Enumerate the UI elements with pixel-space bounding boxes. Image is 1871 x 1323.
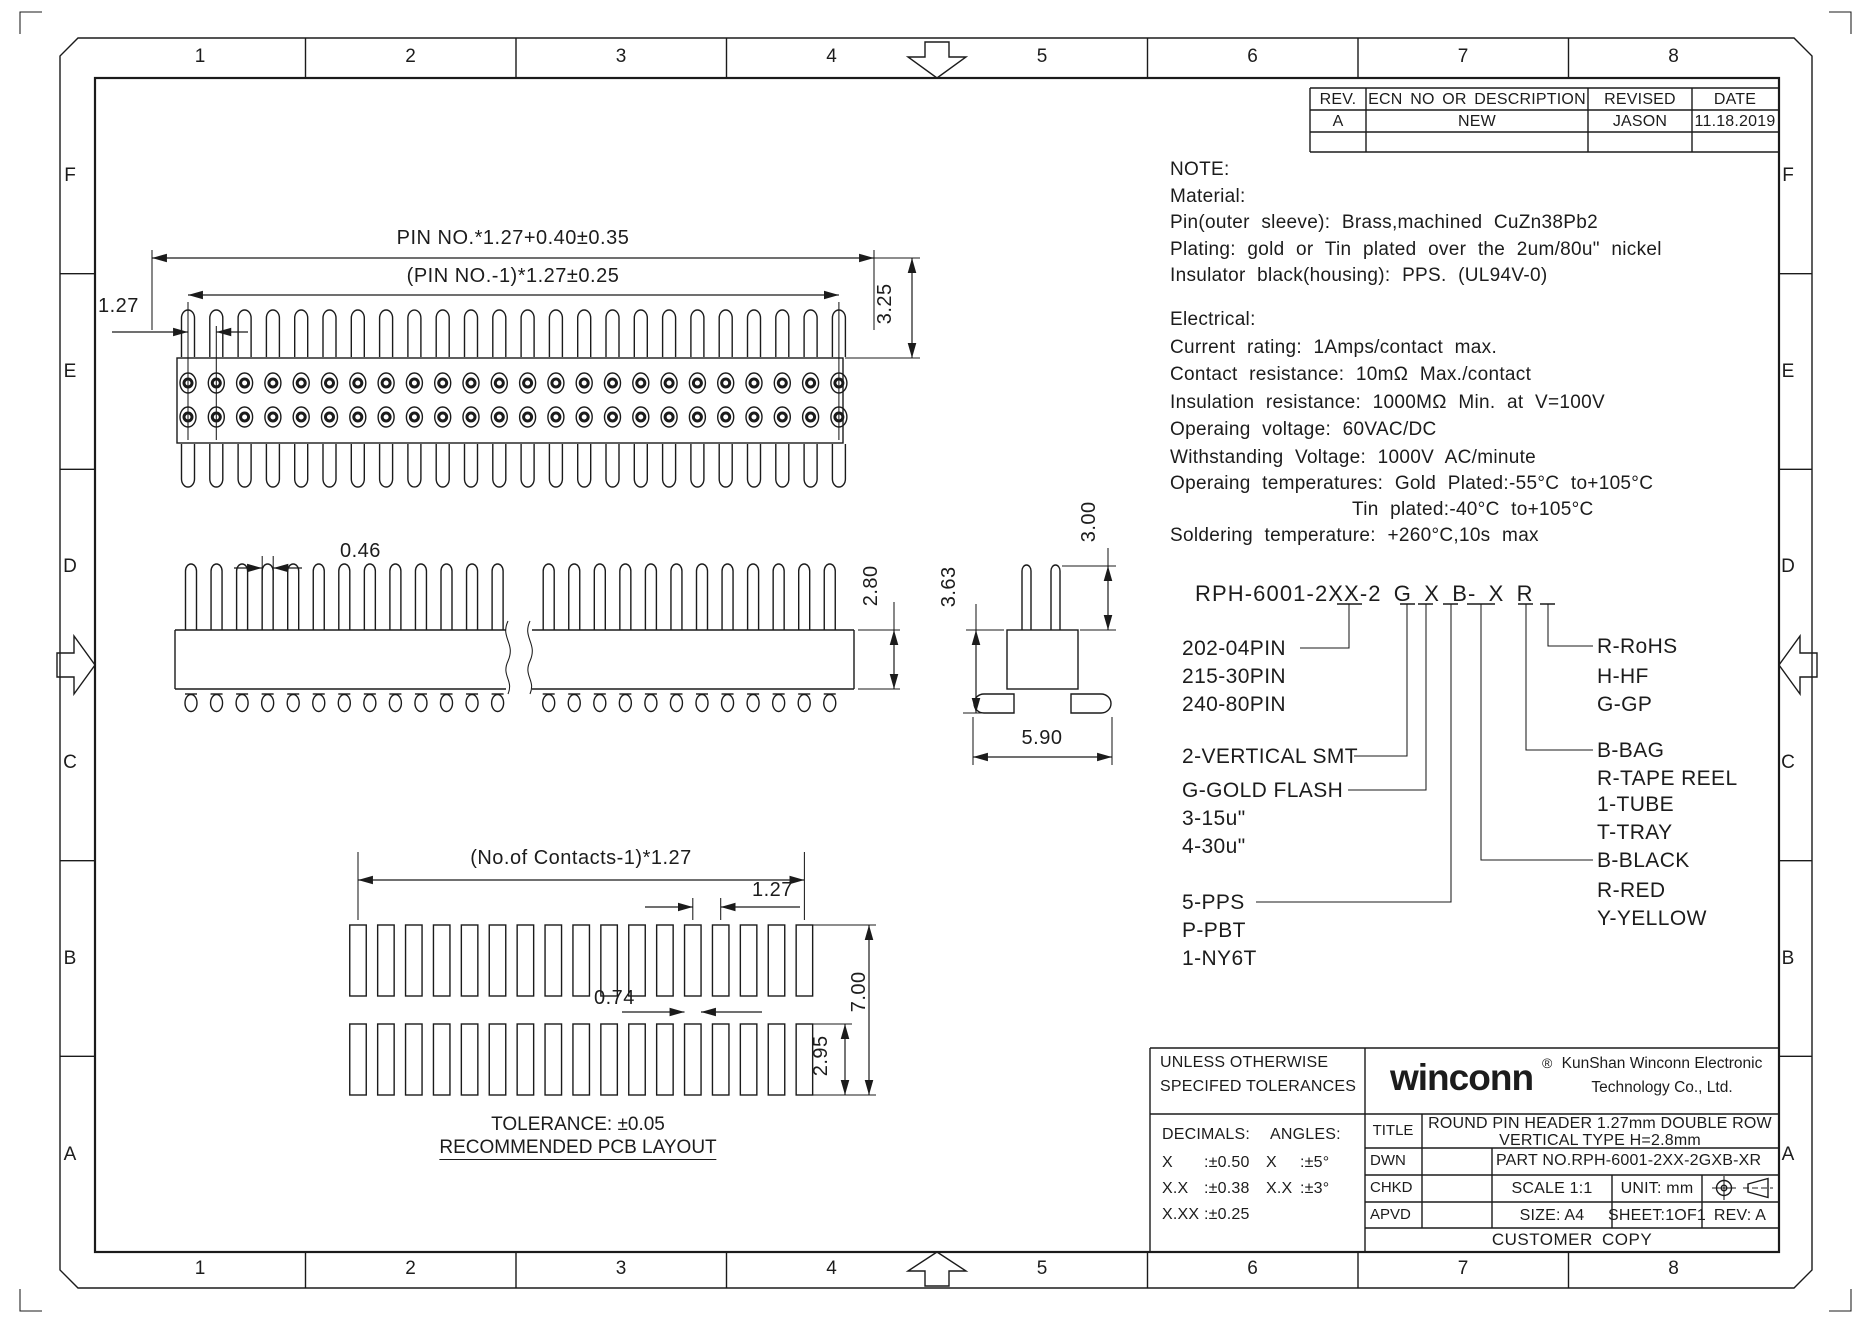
- note-line: Insulator black(housing): PPS. (UL94V-0): [1170, 265, 1548, 286]
- part-option-left: 4-30u": [1182, 835, 1246, 858]
- dim-pin-height: 3.00: [1078, 501, 1101, 543]
- dim-pcb-pitch: 1.27: [752, 879, 793, 901]
- note-line: Plating: gold or Tin plated over the 2um/80u" nickel: [1170, 238, 1662, 260]
- zone-row-label-right: B: [1781, 947, 1795, 969]
- revised-value: JASON: [1612, 113, 1668, 130]
- dim-pad-width: 0.74: [594, 987, 635, 1009]
- zone-column-label-bottom: 5: [1036, 1258, 1048, 1279]
- part-option-left: 5-PPS: [1182, 891, 1245, 914]
- zone-row-label-left: C: [63, 752, 77, 774]
- zone-column-label-top: 1: [194, 46, 206, 67]
- date-value: 11.18.2019: [1694, 113, 1776, 130]
- electrical-line: Contact resistance: 10mΩ Max./contact: [1170, 364, 1532, 385]
- part-option-left: P-PBT: [1182, 919, 1246, 942]
- electrical-line: Insulation resistance: 1000MΩ Min. at V=100V: [1170, 391, 1605, 413]
- dim-overall-length: PIN NO.*1.27+0.40±0.35: [396, 227, 630, 249]
- zone-row-label-left: E: [63, 360, 77, 382]
- zone-row-label-right: F: [1782, 165, 1794, 186]
- front-view-drawing: [175, 556, 900, 712]
- dim-pitch: 1.27: [98, 295, 139, 317]
- dim-pad-height: 2.95: [810, 1035, 833, 1077]
- tolerance-header-line1: UNLESS OTHERWISE: [1160, 1054, 1329, 1071]
- zone-column-label-bottom: 2: [405, 1258, 416, 1279]
- note-line: NOTE:: [1170, 159, 1230, 180]
- chkd-label: CHKD: [1370, 1179, 1413, 1196]
- company-name-line2: Technology Co., Ltd.: [1591, 1079, 1733, 1096]
- title-label: TITLE: [1372, 1122, 1414, 1139]
- zone-column-label-bottom: 6: [1247, 1258, 1258, 1279]
- zone-column-label-top: 5: [1036, 46, 1048, 67]
- pcb-tolerance-note: TOLERANCE: ±0.05: [491, 1114, 665, 1135]
- drawing-title-line1: ROUND PIN HEADER 1.27mm DOUBLE ROW: [1428, 1115, 1772, 1132]
- tol-angle-xx-value: :±3°: [1300, 1180, 1330, 1197]
- dim-row-span: 7.00: [848, 971, 871, 1013]
- zone-row-label-right: A: [1781, 1143, 1795, 1165]
- company-logo: winconn: [1390, 1057, 1534, 1098]
- part-option-left: 215-30PIN: [1182, 665, 1286, 688]
- pcb-layout-note: RECOMMENDED PCB LAYOUT: [439, 1137, 717, 1158]
- rev-col-header: REV.: [1319, 91, 1357, 108]
- zone-row-label-left: A: [63, 1143, 77, 1165]
- note-line: Pin(outer sleeve): Brass,machined CuZn38Pb2: [1170, 212, 1598, 233]
- zone-column-label-bottom: 1: [194, 1258, 206, 1279]
- zone-column-label-top: 3: [615, 46, 627, 67]
- part-option-right: R-RoHS: [1597, 635, 1678, 658]
- zone-column-label-bottom: 8: [1668, 1258, 1679, 1279]
- revised-col-header: REVISED: [1604, 91, 1676, 108]
- electrical-line: Withstanding Voltage: 1000V AC/minute: [1170, 446, 1537, 468]
- rev-label-value: REV: A: [1713, 1207, 1767, 1224]
- dim-height-3-25: 3.25: [874, 283, 897, 325]
- zone-column-label-top: 8: [1668, 46, 1679, 67]
- size-value: SIZE: A4: [1519, 1207, 1585, 1224]
- part-option-right: B-BAG: [1597, 739, 1665, 762]
- zone-column-label-top: 2: [405, 46, 416, 67]
- decimals-label: DECIMALS:: [1162, 1126, 1251, 1143]
- zone-column-label-top: 7: [1457, 46, 1469, 67]
- electrical-line: Operaing voltage: 60VAC/DC: [1170, 419, 1437, 440]
- dim-total-height: 3.63: [938, 566, 961, 608]
- tol-xxx-value: :±0.25: [1204, 1206, 1250, 1223]
- tol-x-label: X: [1162, 1154, 1173, 1171]
- apvd-label: APVD: [1370, 1206, 1411, 1223]
- part-option-left: 240-80PIN: [1182, 693, 1286, 716]
- scale-value: SCALE 1:1: [1511, 1180, 1593, 1197]
- ecn-value: NEW: [1458, 113, 1496, 130]
- part-option-right: G-GP: [1597, 693, 1653, 716]
- sheet-value: SHEET:1OF1: [1607, 1207, 1707, 1224]
- drawing-title-line2: VERTICAL TYPE H=2.8mm: [1499, 1132, 1701, 1149]
- dim-body-height: 2.80: [860, 565, 883, 607]
- electrical-line: Electrical:: [1170, 309, 1256, 330]
- dwn-label: DWN: [1370, 1152, 1406, 1169]
- zone-row-label-right: C: [1781, 752, 1795, 774]
- part-option-left: 3-15u": [1182, 807, 1246, 830]
- zone-row-label-right: D: [1781, 556, 1795, 578]
- part-option-right: 1-TUBE: [1597, 793, 1675, 816]
- customer-copy-label: CUSTOMER COPY: [1491, 1230, 1653, 1249]
- tol-angle-x-label: X: [1266, 1154, 1277, 1171]
- rev-value: A: [1332, 113, 1344, 130]
- thermal-line: Operaing temperatures: Gold Plated:-55°C to+105°C: [1170, 473, 1654, 494]
- thermal-line: Tin plated:-40°C to+105°C: [1352, 499, 1594, 520]
- part-option-right: R-TAPE REEL: [1597, 767, 1738, 790]
- dim-width-5-90: 5.90: [1021, 727, 1063, 749]
- part-no-value: PART NO.RPH-6001-2XX-2GXB-XR: [1496, 1152, 1762, 1169]
- angles-label: ANGLES:: [1270, 1126, 1341, 1143]
- zone-column-label-top: 6: [1247, 46, 1258, 67]
- part-option-left: 1-NY6T: [1182, 947, 1257, 970]
- dim-pin-width: 0.46: [340, 540, 381, 562]
- tol-angle-xx-label: X.X: [1266, 1180, 1293, 1197]
- part-option-right: R-RED: [1597, 879, 1666, 902]
- electrical-line: Current rating: 1Amps/contact max.: [1170, 336, 1498, 358]
- part-option-right: T-TRAY: [1597, 821, 1673, 844]
- ecn-col-header: ECN NO OR DESCRIPTION: [1368, 91, 1586, 108]
- tol-x-value: :±0.50: [1204, 1154, 1250, 1171]
- zone-column-label-bottom: 7: [1457, 1258, 1469, 1279]
- pcb-layout-drawing: [350, 852, 876, 1095]
- tol-angle-x-value: :±5°: [1300, 1154, 1330, 1171]
- part-option-right: H-HF: [1597, 665, 1649, 688]
- dim-pitch-span: (PIN NO.-1)*1.27±0.25: [406, 265, 620, 287]
- zone-column-label-top: 4: [826, 46, 837, 67]
- tol-xx-label: X.X: [1162, 1180, 1189, 1197]
- zone-row-label-left: F: [64, 165, 76, 186]
- registered-mark-icon: ®: [1542, 1055, 1553, 1071]
- part-option-left: 202-04PIN: [1182, 637, 1286, 660]
- tolerance-header-line2: SPECIFED TOLERANCES: [1160, 1078, 1357, 1095]
- zone-row-label-right: E: [1781, 360, 1795, 382]
- zone-column-label-bottom: 3: [615, 1258, 627, 1279]
- part-option-right: B-BLACK: [1597, 849, 1690, 872]
- third-angle-projection-icon: [1712, 1176, 1773, 1200]
- part-option-left: 2-VERTICAL SMT: [1182, 745, 1358, 768]
- part-number-code: RPH-6001-2XX-2 G X B- X R: [1195, 581, 1534, 606]
- unit-value: UNIT: mm: [1620, 1180, 1694, 1197]
- tol-xxx-label: X.XX: [1162, 1206, 1200, 1223]
- dim-pcb-span: (No.of Contacts-1)*1.27: [470, 847, 692, 869]
- zone-row-label-left: D: [63, 556, 77, 578]
- date-col-header: DATE: [1713, 91, 1757, 108]
- note-line: Material:: [1170, 185, 1246, 207]
- zone-column-label-bottom: 4: [826, 1258, 837, 1279]
- part-option-right: Y-YELLOW: [1597, 907, 1707, 930]
- zone-row-label-left: B: [63, 947, 77, 969]
- company-name-line1: KunShan Winconn Electronic: [1561, 1055, 1763, 1072]
- part-option-left: G-GOLD FLASH: [1182, 779, 1344, 802]
- thermal-line: Soldering temperature: +260°C,10s max: [1170, 525, 1539, 546]
- tol-xx-value: :±0.38: [1204, 1180, 1250, 1197]
